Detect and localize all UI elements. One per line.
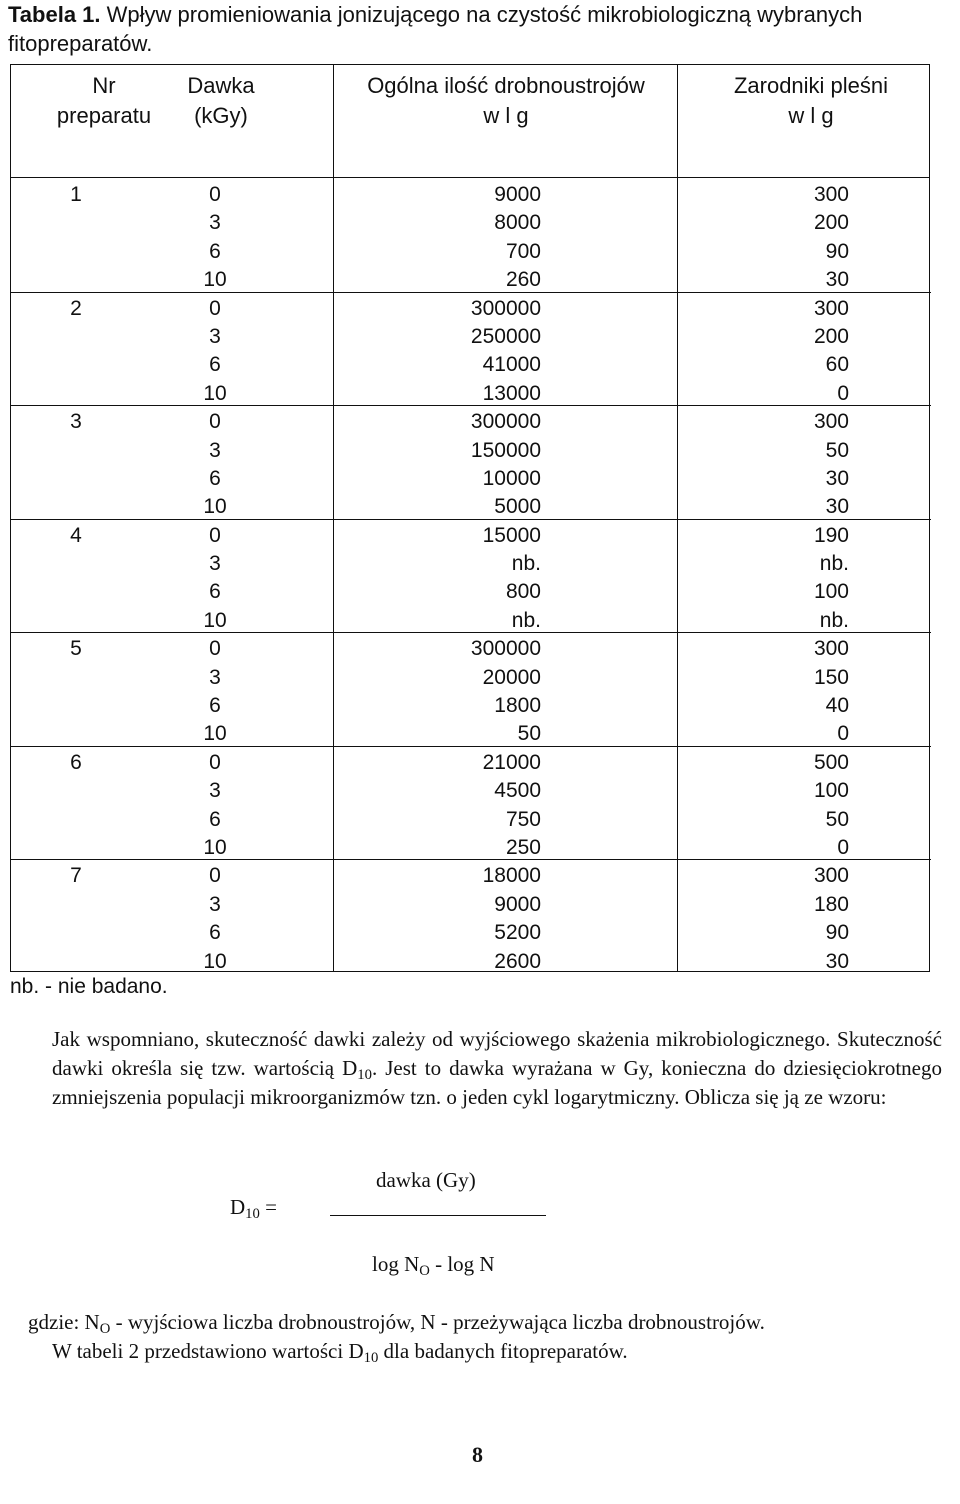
- table-row: [11, 238, 931, 266]
- table-row: [11, 607, 931, 635]
- cell-total-microbes: 5000: [494, 495, 541, 519]
- table-row: [11, 323, 931, 351]
- table-row: [11, 295, 931, 323]
- cell-total-microbes: nb.: [511, 552, 541, 576]
- cell-dose: 6: [209, 580, 221, 604]
- cell-preparation-nr: 6: [70, 750, 82, 774]
- cell-total-microbes: 41000: [482, 353, 541, 377]
- cell-dose: 0: [209, 183, 221, 206]
- cell-mold-spores: 100: [813, 779, 849, 803]
- table-row: [11, 919, 931, 947]
- definition-line: gdzie: $N_O$ - wyjściowa liczba drobnoustrojów, N - przeżywająca liczba drobnoustrojów.: [28, 1310, 765, 1337]
- cell-total-microbes: 18000: [482, 864, 541, 888]
- table-row: [11, 408, 931, 436]
- cell-preparation-nr: 2: [70, 296, 82, 320]
- cell-total-microbes: 260: [505, 268, 541, 292]
- table-row: [11, 380, 931, 408]
- caption-text: Wpływ promieniowania jonizującego na czystość mikrobiologiczną wybranych fitopreparatów.: [8, 2, 863, 56]
- table-row: [11, 777, 931, 805]
- cell-total-microbes: 250: [505, 835, 541, 859]
- cell-mold-spores: 50: [825, 807, 849, 831]
- table-row: [11, 522, 931, 550]
- cell-mold-spores: 30: [825, 466, 849, 490]
- table-row: [11, 948, 931, 976]
- cell-mold-spores: 50: [825, 438, 849, 462]
- cell-total-microbes: 1800: [494, 694, 541, 718]
- cell-preparation-nr: 4: [70, 523, 82, 547]
- cell-mold-spores: 500: [813, 750, 849, 774]
- cell-total-microbes: 21000: [482, 750, 541, 774]
- cell-total-microbes: 700: [505, 239, 541, 263]
- table-row: [11, 550, 931, 578]
- cell-total-microbes: 4500: [494, 779, 541, 803]
- cell-dose: 0: [209, 410, 221, 434]
- cell-mold-spores: 300: [813, 637, 849, 661]
- table-row: [11, 664, 931, 692]
- cell-dose: 10: [203, 268, 227, 292]
- cell-total-microbes: 20000: [482, 665, 541, 689]
- cell-mold-spores: 300: [813, 183, 849, 206]
- cell-mold-spores: 30: [825, 949, 849, 973]
- table-row: [11, 578, 931, 606]
- cell-total-microbes: 50: [517, 722, 541, 746]
- table-body: [11, 181, 931, 976]
- reference-line: W tabeli 2 przedstawiono wartości $D_{10}$ dla badanych fitopreparatów.: [52, 1339, 628, 1366]
- cell-mold-spores: 150: [813, 665, 849, 689]
- cell-total-microbes: 800: [505, 580, 541, 604]
- cell-mold-spores: 300: [813, 296, 849, 320]
- cell-total-microbes: 10000: [482, 466, 541, 490]
- cell-mold-spores: 180: [813, 892, 849, 916]
- cell-mold-spores: 100: [813, 580, 849, 604]
- page-number: 8: [472, 1442, 483, 1467]
- header-divider: [11, 177, 929, 178]
- cell-mold-spores: 200: [813, 211, 849, 235]
- cell-dose: 10: [203, 381, 227, 405]
- table-row: [11, 437, 931, 465]
- header-nr: Nr preparatu: [56, 73, 152, 128]
- cell-mold-spores: 300: [813, 410, 849, 434]
- cell-mold-spores: 40: [825, 694, 849, 718]
- cell-dose: 6: [209, 807, 221, 831]
- cell-mold-spores: 300: [813, 864, 849, 888]
- cell-dose: 10: [203, 722, 227, 746]
- fraction-bar: [330, 1215, 546, 1216]
- formula-denominator: $\log N_O$ - log N: [372, 1252, 495, 1279]
- cell-dose: 10: [203, 835, 227, 859]
- cell-preparation-nr: 7: [70, 864, 82, 888]
- cell-total-microbes: 5200: [494, 921, 541, 945]
- body-paragraph: Jak wspomniano, skuteczność dawki zależy od wyjściowego skażenia mikrobiologicznego. Skuteczność dawki określa się tzw. wartością $D_{10}$. Jest to dawka wyrażana w Gy, konieczna do dziesięciokrotnego zmniejszenia populacji mikroorganizmów tzn. o jeden cykl logarytmiczny. Oblicza się ją ze wzoru:: [52, 1027, 943, 1109]
- cell-total-microbes: 15000: [482, 523, 541, 547]
- cell-dose: 10: [203, 608, 227, 632]
- cell-mold-spores: 30: [825, 495, 849, 519]
- cell-dose: 6: [209, 353, 221, 377]
- header-total-microbes: Ogólna ilość drobnoustrojów w l g: [367, 73, 645, 128]
- cell-dose: 3: [209, 892, 221, 916]
- cell-mold-spores: nb.: [819, 608, 849, 632]
- formula-numerator: dawka (Gy): [376, 1168, 476, 1192]
- cell-mold-spores: 90: [825, 921, 849, 945]
- header-mold-spores: Zarodniki pleśni w l g: [733, 73, 889, 128]
- table-row: [11, 465, 931, 493]
- cell-mold-spores: 0: [837, 835, 849, 859]
- cell-total-microbes: nb.: [511, 608, 541, 632]
- formula-lhs: $D_{10}$ =: [230, 1195, 277, 1222]
- cell-dose: 0: [209, 864, 221, 888]
- cell-total-microbes: 300000: [470, 410, 541, 434]
- cell-dose: 3: [209, 211, 221, 235]
- header-dose: Dawka (kGy): [187, 73, 255, 128]
- cell-dose: 10: [203, 949, 227, 973]
- table-row: [11, 749, 931, 777]
- table-row: [11, 351, 931, 379]
- cell-dose: 6: [209, 466, 221, 490]
- table-row: [11, 692, 931, 720]
- table-row: [11, 806, 931, 834]
- cell-dose: 6: [209, 921, 221, 945]
- cell-total-microbes: 8000: [494, 211, 541, 235]
- cell-mold-spores: 90: [825, 239, 849, 263]
- caption-label: Tabela 1.: [8, 2, 101, 27]
- cell-mold-spores: 200: [813, 324, 849, 348]
- table-row: [11, 720, 931, 748]
- cell-total-microbes: 2600: [494, 949, 541, 973]
- cell-dose: 3: [209, 665, 221, 689]
- cell-preparation-nr: 1: [70, 183, 82, 206]
- table-caption: [8, 0, 948, 58]
- cell-mold-spores: 190: [813, 523, 849, 547]
- cell-mold-spores: 30: [825, 268, 849, 292]
- table-row: [11, 493, 931, 521]
- cell-total-microbes: 250000: [470, 324, 541, 348]
- cell-total-microbes: 9000: [494, 892, 541, 916]
- table-row: [11, 891, 931, 919]
- cell-total-microbes: 750: [505, 807, 541, 831]
- table-row: [11, 862, 931, 890]
- cell-total-microbes: 9000: [494, 183, 541, 206]
- cell-dose: 3: [209, 438, 221, 462]
- cell-total-microbes: 13000: [482, 381, 541, 405]
- cell-dose: 3: [209, 779, 221, 803]
- cell-dose: 0: [209, 296, 221, 320]
- cell-mold-spores: nb.: [819, 552, 849, 576]
- cell-dose: 0: [209, 750, 221, 774]
- table-row: [11, 181, 931, 209]
- results-table: [10, 64, 930, 972]
- cell-total-microbes: 150000: [470, 438, 541, 462]
- cell-total-microbes: 300000: [470, 637, 541, 661]
- table-row: [11, 834, 931, 862]
- table-row: [11, 635, 931, 663]
- cell-dose: 3: [209, 552, 221, 576]
- cell-dose: 10: [203, 495, 227, 519]
- cell-mold-spores: 60: [825, 353, 849, 377]
- cell-total-microbes: 300000: [470, 296, 541, 320]
- cell-dose: 3: [209, 324, 221, 348]
- definitions-paragraph: [28, 1308, 938, 1366]
- cell-dose: 6: [209, 239, 221, 263]
- table-footnote: nb. - nie badano.: [10, 975, 168, 998]
- cell-dose: 6: [209, 694, 221, 718]
- table-row: [11, 266, 931, 294]
- cell-preparation-nr: 3: [70, 410, 82, 434]
- cell-dose: 0: [209, 523, 221, 547]
- cell-preparation-nr: 5: [70, 637, 82, 661]
- table-row: [11, 209, 931, 237]
- cell-mold-spores: 0: [837, 722, 849, 746]
- cell-dose: 0: [209, 637, 221, 661]
- cell-mold-spores: 0: [837, 381, 849, 405]
